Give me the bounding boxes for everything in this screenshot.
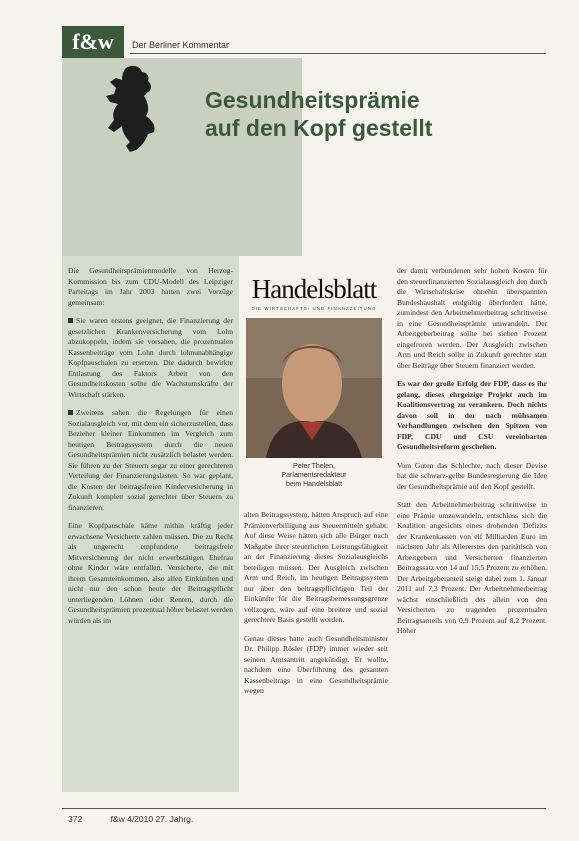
highlight-paragraph: Es war der große Erfolg der FDP, dass es ihr gelang, dieses ehrgeizige Projekt auch im Koalitionsvertrag zu verankern. Doch nichts davon soll in der nach mühsamen Verhandlungen zwischen den Spitzen von FDP, CDU und CSU vereinbarten Gesundheitsreform geschehen.	[397, 379, 547, 451]
paragraph: Vom Guten das Schlechte, nach dieser Devise hat die schwarz-gelbe Bundesregierung die Idee der Gesundheitsprämie auf den Kopf gestellt.	[397, 460, 547, 491]
headline	[205, 86, 432, 142]
portrait-icon	[246, 318, 382, 458]
page-number: 372	[68, 814, 83, 824]
handelsblatt-logo: Handelsblatt	[251, 274, 377, 304]
handelsblatt-tagline: DIE WIRTSCHAFTS- UND FINANZZEITUNG	[251, 306, 377, 311]
author-card	[244, 266, 384, 501]
bullet-text: Sie waren erstens geeignet, die Finanzierung der gesetzlichen Krankenversicherung vom Lohn abzukoppeln, indem sie vorsahen, die prozentualen Kassenbeiträge vom Lohn durch lohnunabhängige Kopfpauschalen zu ersetzen. Die dadurch bewirkte Entlastung des Faktors Arbeit von den Gesundheitskosten sollte die Wachstumskräfte der Wirtschaft stärken.	[68, 316, 233, 399]
bullet-item	[68, 316, 233, 400]
author-caption	[244, 462, 384, 489]
publication-logo: f&w	[62, 26, 124, 58]
bullet-item	[68, 408, 233, 513]
paragraph: der damit verbundenen sehr hohen Kosten für den steuerfinanzierten Sozialausgleich den durch die Wirtschaftskrise ohnehin überspannten Bundeshaushalt endgültig überfordert hätte, zumindest den Arbeitnehmerbeitrag schrittweise in eine Gesundheitsprämie umwandeln. Der Arbeitgeberbeitrag sollte bei sieben Prozent eingefroren werden. Der Ausgleich zwischen Arm und Reich sollte in Zukunft gerechter statt über Beiträge über Steuern finanziert werden.	[397, 266, 547, 370]
column-1	[68, 266, 233, 634]
column-2	[244, 510, 388, 705]
berlin-bear-icon	[96, 62, 166, 157]
headline-line-1: Gesundheitsprämie	[205, 87, 420, 113]
section-label: Der Berliner Kommentar	[132, 40, 230, 50]
paragraph: alten Beitragssystem, hätten Anspruch auf eine Prämienverbilligung aus Steuermitteln gehabt. Auf diese Weise hätten sich alle Bürger nach Maßgabe ihrer steuerlichen Leistungsfähigkeit an der Finanzierung dieses Sozialausgleichs beteiligen müssen. Der Ausgleich zwischen Arm und Reich, im heutigen Beitragssystem nur über den beitragspflichtigen Teil der Einkünfte für die Beitragsbemessungsgrenze vollzogen, wäre auf eine breitere und sozial gerechtere Basis gestellt worden.	[244, 510, 388, 624]
bullet-text: Zweitens sahen die Regelungen für einen Sozialausgleich vor, mit dem ein sicherzustellen, dass Bezieher kleiner Einkommen im Vergleich zum heutigen Beitragssystem durch die neuen Gesundheitsprämien nicht zusätzlich belastet werden. Sie führen zu der Steuern sogar zu einer gerechteren Verteilung der Finanzierungslasten. So war geplant, die Kosten der beitragsfreien Kindervesicherung in Zukunft komplett sozial gerechter über Steuern zu finanzieren.	[68, 408, 233, 512]
top-rule	[130, 53, 546, 54]
author-photo	[246, 318, 382, 458]
column-3	[397, 266, 547, 645]
bullet-square-icon	[68, 318, 73, 323]
caption-line: beim Handelsblatt	[285, 481, 343, 488]
paragraph: Die Gesundheitsprämienmodelle von Herzog-Kommission bis zum CDU-Modell des Leipziger Parteitags im Jahr 2003 hatten zwei Vorzüge gemeinsam:	[68, 266, 233, 307]
issue-info: f&w 4/2010 27. Jahrg.	[110, 814, 194, 824]
footer	[68, 814, 219, 824]
headline-line-2: auf den Kopf gestellt	[205, 115, 433, 141]
paragraph: Genau dieses hatte auch Gesundheitsminister Dr. Philipp Rösler (FDP) immer wieder seit seinem Amtsantritt angekündigt. Er wollte, nachdem eine Überführung des gesamten Kassenbeitrags in eine Gesundheitsprämie wegen	[244, 633, 388, 695]
caption-line: Parlamentsredakteur	[281, 472, 347, 479]
caption-line: Peter Thelen,	[293, 463, 335, 470]
paragraph: Statt den Arbeitnehmerbeitrag schrittweise in eine Prämie umzuwandeln, entschloss sich die Koalition angesichts eines drohenden Defizits der Krankenkassen von elf Milliarden Euro im nächsten Jahr als Allererstes den paritätisch von Arbeitgebern und Versicherten finanzierten Beitragssatz von 14 auf 15,5 Prozent zu erhöhen. Der Arbeitgeberanteil steigt dabei zum 1. Januar 2011 auf 7,3 Prozent. Der Arbeitnehmerbeitrag wächst einschließlich des allein von den Versicherten zu tragenden prozentualen Beitragsanteils von 0,9 Prozent auf 8,2 Prozent. Höher	[397, 500, 547, 635]
bullet-square-icon	[68, 410, 73, 415]
paragraph: Eine Kopfpauschale käme mithin kräftig jeder erwachsene Versicherte zahlen müssen. Die zu Recht als ungerecht empfundene beitragsfreie Mitversicherung der nicht erwerbstätigen Ehefrau ohne Kinder wäre entfallen. Versicherte, die mit ihrem Gesamteinkommen, also allen Einkünften und nicht nur den schon heute der Beitragspflicht unterliegenden Löhnen oder Renten, durch die Gesundheitsprämien prozentual höher belastet werden würden als im	[68, 521, 233, 625]
bottom-rule	[62, 808, 546, 809]
